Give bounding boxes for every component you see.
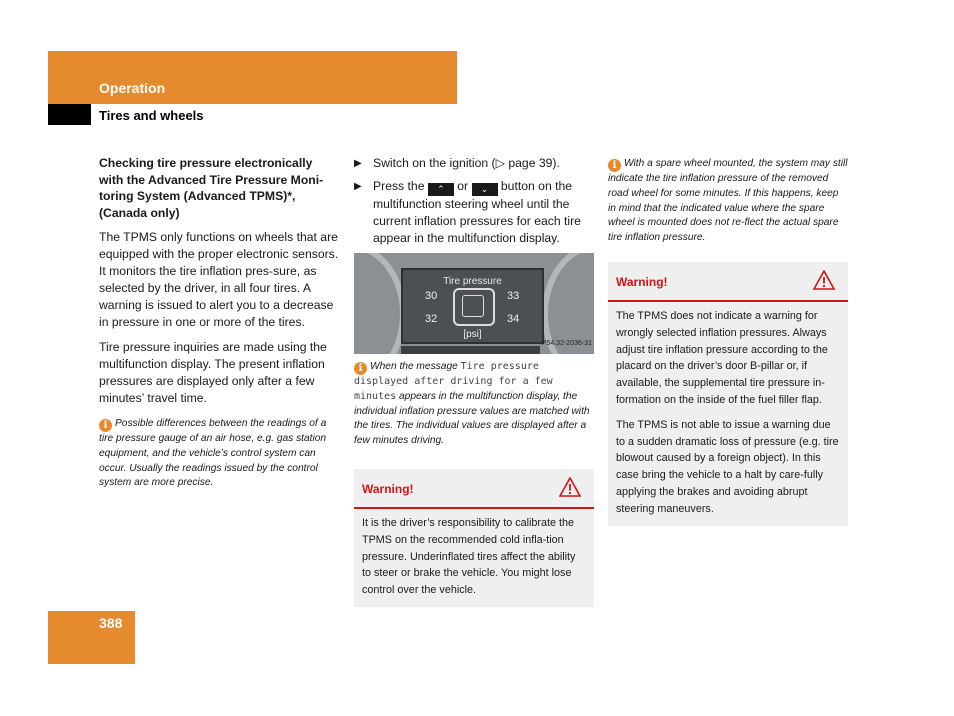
pressure-rear-right: 34 <box>507 313 520 325</box>
warning-text: It is the driver’s responsibility to calibrate the TPMS on the recommended cold infla-tion pressure. Underinflated tires affect the ability to steer or brake the vehicle. You might lose control over the vehicle. <box>362 516 576 597</box>
multifunction-display-image <box>354 253 594 354</box>
warning-paragraph-2: The TPMS is not able to issue a warning due to a sudden dramatic loss of pressure (e.g. tire blowout caused by a foreign object). In this case bring the vehicle to a halt by care-fully applying the brakes and avoiding abrupt steering maneuvers. <box>616 418 839 515</box>
info-icon: i <box>608 159 621 172</box>
lcd-lower-bar <box>401 346 540 354</box>
subsection-title: Tires and wheels <box>99 108 204 123</box>
warning-paragraph-1: The TPMS does not indicate a warning for wrongly selected inflation pressures. Always adjust tire inflation pressure according to the placard on the driver’s door B-pillar or, if available, the supplemental tire pressure in-formation on the inside of the fuel filler flap. <box>616 309 828 406</box>
column-2 <box>354 155 594 607</box>
pressure-front-right: 33 <box>507 290 520 302</box>
section-title: Operation <box>99 80 166 96</box>
bullet-arrow-icon: ▶ <box>354 181 362 192</box>
warning-triangle-icon <box>813 270 835 290</box>
info-icon: i <box>354 362 367 375</box>
section-heading: Checking tire pressure electronically with the Advanced Tire Pressure Moni-toring System (Advanced TPMS)*, (Canada only) <box>99 156 324 220</box>
steering-up-button: ⌃ <box>428 183 454 196</box>
warning-triangle-icon <box>559 477 581 497</box>
paragraph-tpms-function: The TPMS only functions on wheels that are equipped with the proper electronic sensors. It monitors the tire inflation pres-sure, as selected by the driver, in all four tires. A warning is issued to alert you to a decrease in pressure in one or more of the tires. <box>99 230 339 329</box>
column-1 <box>99 155 339 491</box>
step-2-text-b: button on the multifunction steering wheel until the current inflation pressures for each tire appear in the multifunction display. <box>373 179 581 245</box>
warning-title: Warning! <box>616 274 668 289</box>
warning-header <box>354 469 594 509</box>
info-note-spare-wheel <box>608 157 848 246</box>
warning-title: Warning! <box>362 481 414 496</box>
paragraph-tpms-inquiries: Tire pressure inquiries are made using the multifunction display. The present inflation pressures are displayed only after a few minutes’ travel time. <box>99 340 327 405</box>
info-note-text: Possible differences between the readings of a tire pressure gauge of an air hose, e.g. gas station equipment, and the vehicle’s control system can occur. Usually the readings issued by the control system are more precise. <box>99 418 327 489</box>
lcd-unit: [psi] <box>463 329 482 340</box>
lcd-title: Tire pressure <box>443 276 502 287</box>
warning-header <box>608 262 848 302</box>
note-text-a: When the message <box>370 361 458 372</box>
step-2-text-a: Press the <box>373 179 425 193</box>
column-3 <box>608 157 848 526</box>
step-1-text: Switch on the ignition (▷ page 39). <box>373 156 560 170</box>
pressure-front-left: 30 <box>425 290 438 302</box>
warning-body <box>608 302 848 526</box>
car-outline-icon <box>453 288 495 326</box>
step-2 <box>354 178 594 247</box>
lcd-screen <box>401 268 544 344</box>
gauge-left <box>354 253 406 354</box>
display-message: Tire pressure displayed after driving for a few minutes <box>354 361 553 402</box>
image-reference: P54.32-2036-31 <box>541 340 592 347</box>
info-note-text: With a spare wheel mounted, the system may still indicate the tire inflation pressure of the removed road wheel for some minutes. If this happens, keep in mind that the indicated value where the spare wheel is mounted does not re-flect the actual spare tire inflation pressure. <box>608 158 848 244</box>
step-1 <box>354 155 594 172</box>
note-text-b: appears in the multifunction display, the individual inflation pressure values are matched with the tires. The individual values are displayed after a few minutes driving. <box>354 390 590 447</box>
info-note <box>99 417 339 491</box>
page-number: 388 <box>99 615 123 631</box>
bullet-arrow-icon: ▶ <box>354 158 362 169</box>
subsection-marker <box>48 104 91 125</box>
info-note-message <box>354 360 594 449</box>
pressure-rear-left: 32 <box>425 313 438 325</box>
header-bar <box>48 51 457 104</box>
warning-box-inflation <box>608 262 848 526</box>
step-2-text-or: or <box>457 179 469 193</box>
warning-body <box>354 509 594 607</box>
steering-down-button: ⌄ <box>472 183 498 196</box>
info-icon: i <box>99 419 112 432</box>
warning-box-calibration <box>354 469 594 607</box>
